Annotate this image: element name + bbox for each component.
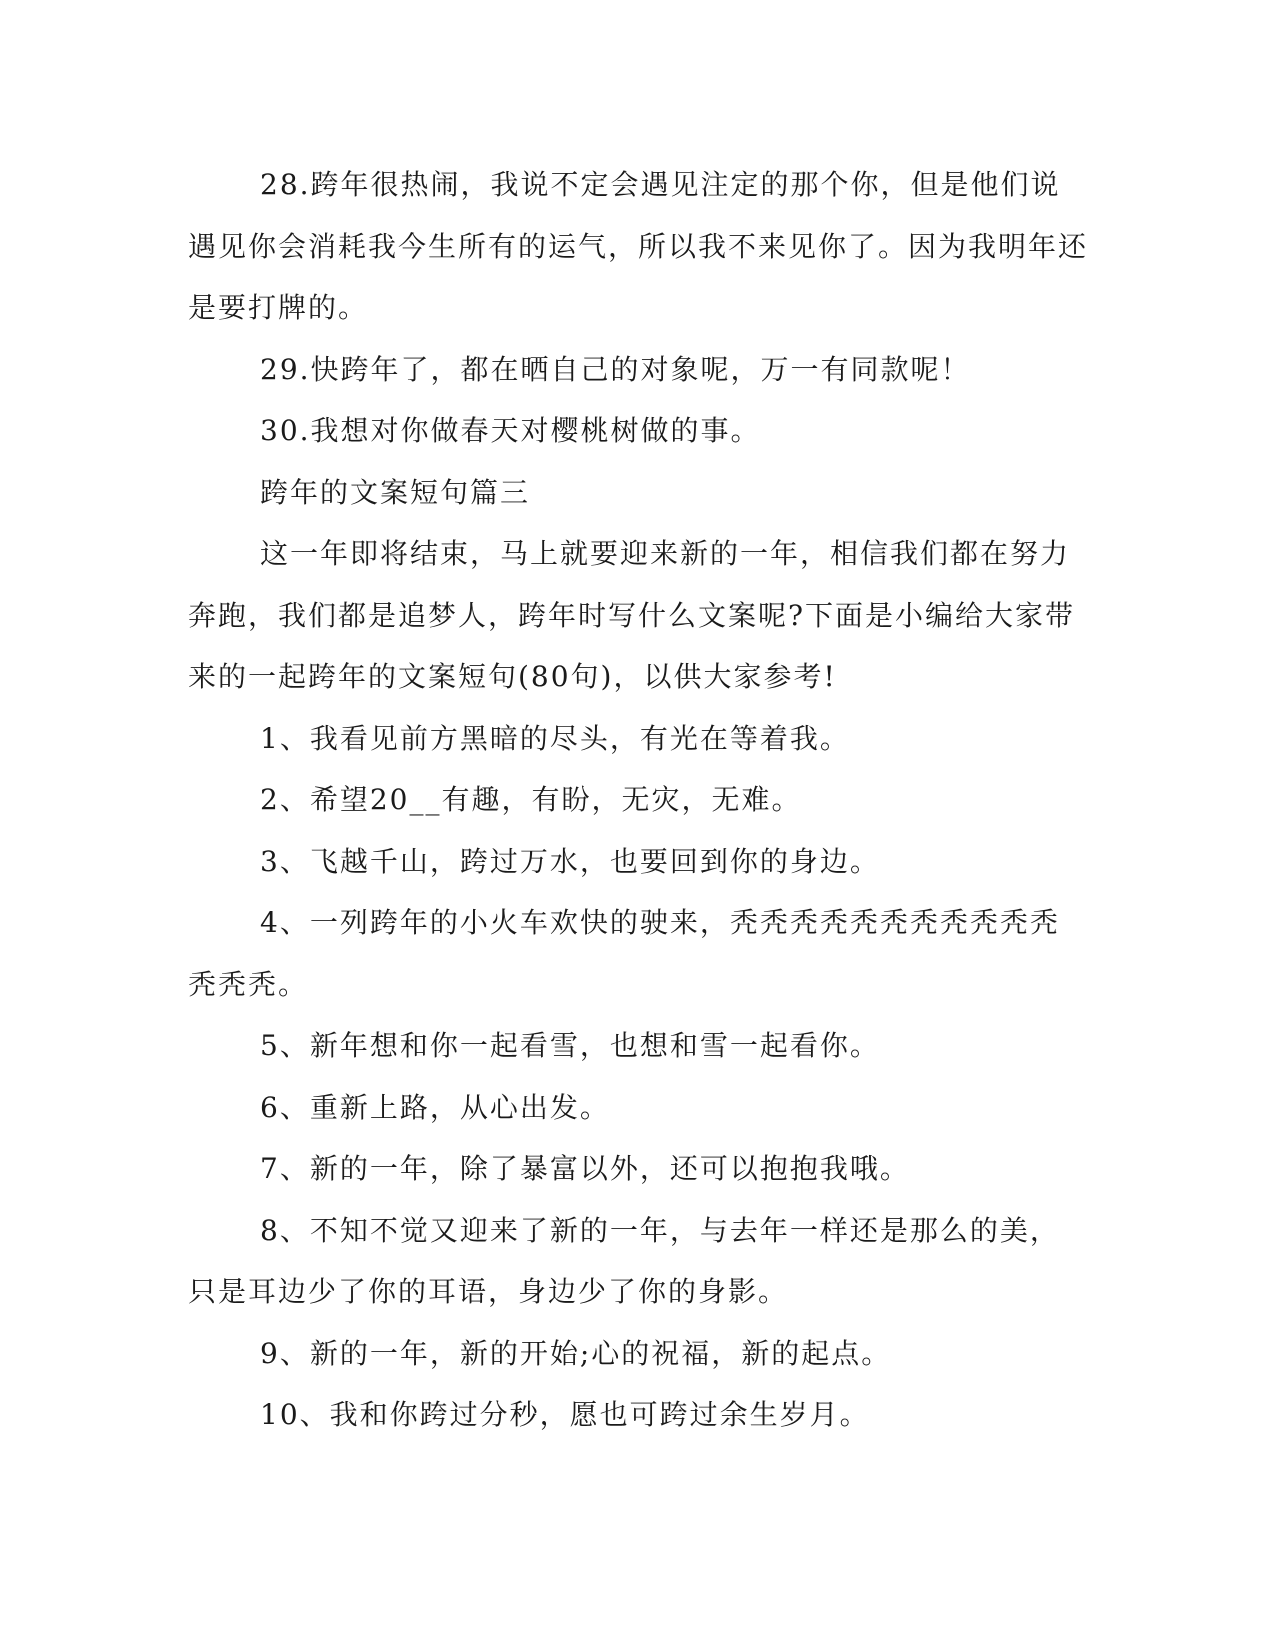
list-item-10: 10、我和你跨过分秒，愿也可跨过余生岁月。 [260,1398,870,1431]
paragraph-item-30: 30.我想对你做春天对樱桃树做的事。 [260,414,761,447]
document-page [188,154,1088,1446]
paragraph-item-28: 28.跨年很热闹，我说不定会遇见注定的那个你，但是他们说遇见你会消耗我今生所有的运气，所以我不来见你了。因为我明年还是要打牌的。 [188,168,1089,324]
list-item-6: 6、重新上路，从心出发。 [260,1090,610,1124]
list-item-3: 3、飞越千山，跨过万水，也要回到你的身边。 [260,844,880,878]
list-item-5: 5、新年想和你一起看雪，也想和雪一起看你。 [260,1029,880,1062]
paragraph-item-29: 29.快跨年了，都在晒自己的对象呢，万一有同款呢！ [260,352,971,386]
list-item-4: 4、一列跨年的小火车欢快的驶来，秃秃秃秃秃秃秃秃秃秃秃秃秃秃。 [188,906,1060,1001]
list-item-1: 1、我看见前方黑暗的尽头，有光在等着我。 [260,721,850,755]
list-item-8: 8、不知不觉又迎来了新的一年，与去年一样还是那么的美，只是耳边少了你的耳语，身边少了你的身影。 [188,1213,1060,1308]
intro-paragraph: 这一年即将结束，马上就要迎来新的一年，相信我们都在努力奔跑，我们都是追梦人，跨年时写什么文案呢?下面是小编给大家带来的一起跨年的文案短句(80句)，以供大家参考! [188,537,1076,693]
list-item-9: 9、新的一年，新的开始;心的祝福，新的起点。 [260,1336,892,1370]
list-item-2: 2、希望20__有趣，有盼，无灾，无难。 [260,783,802,816]
section-heading: 跨年的文案短句篇三 [260,475,531,509]
list-item-7: 7、新的一年，除了暴富以外，还可以抱抱我哦。 [260,1152,910,1185]
